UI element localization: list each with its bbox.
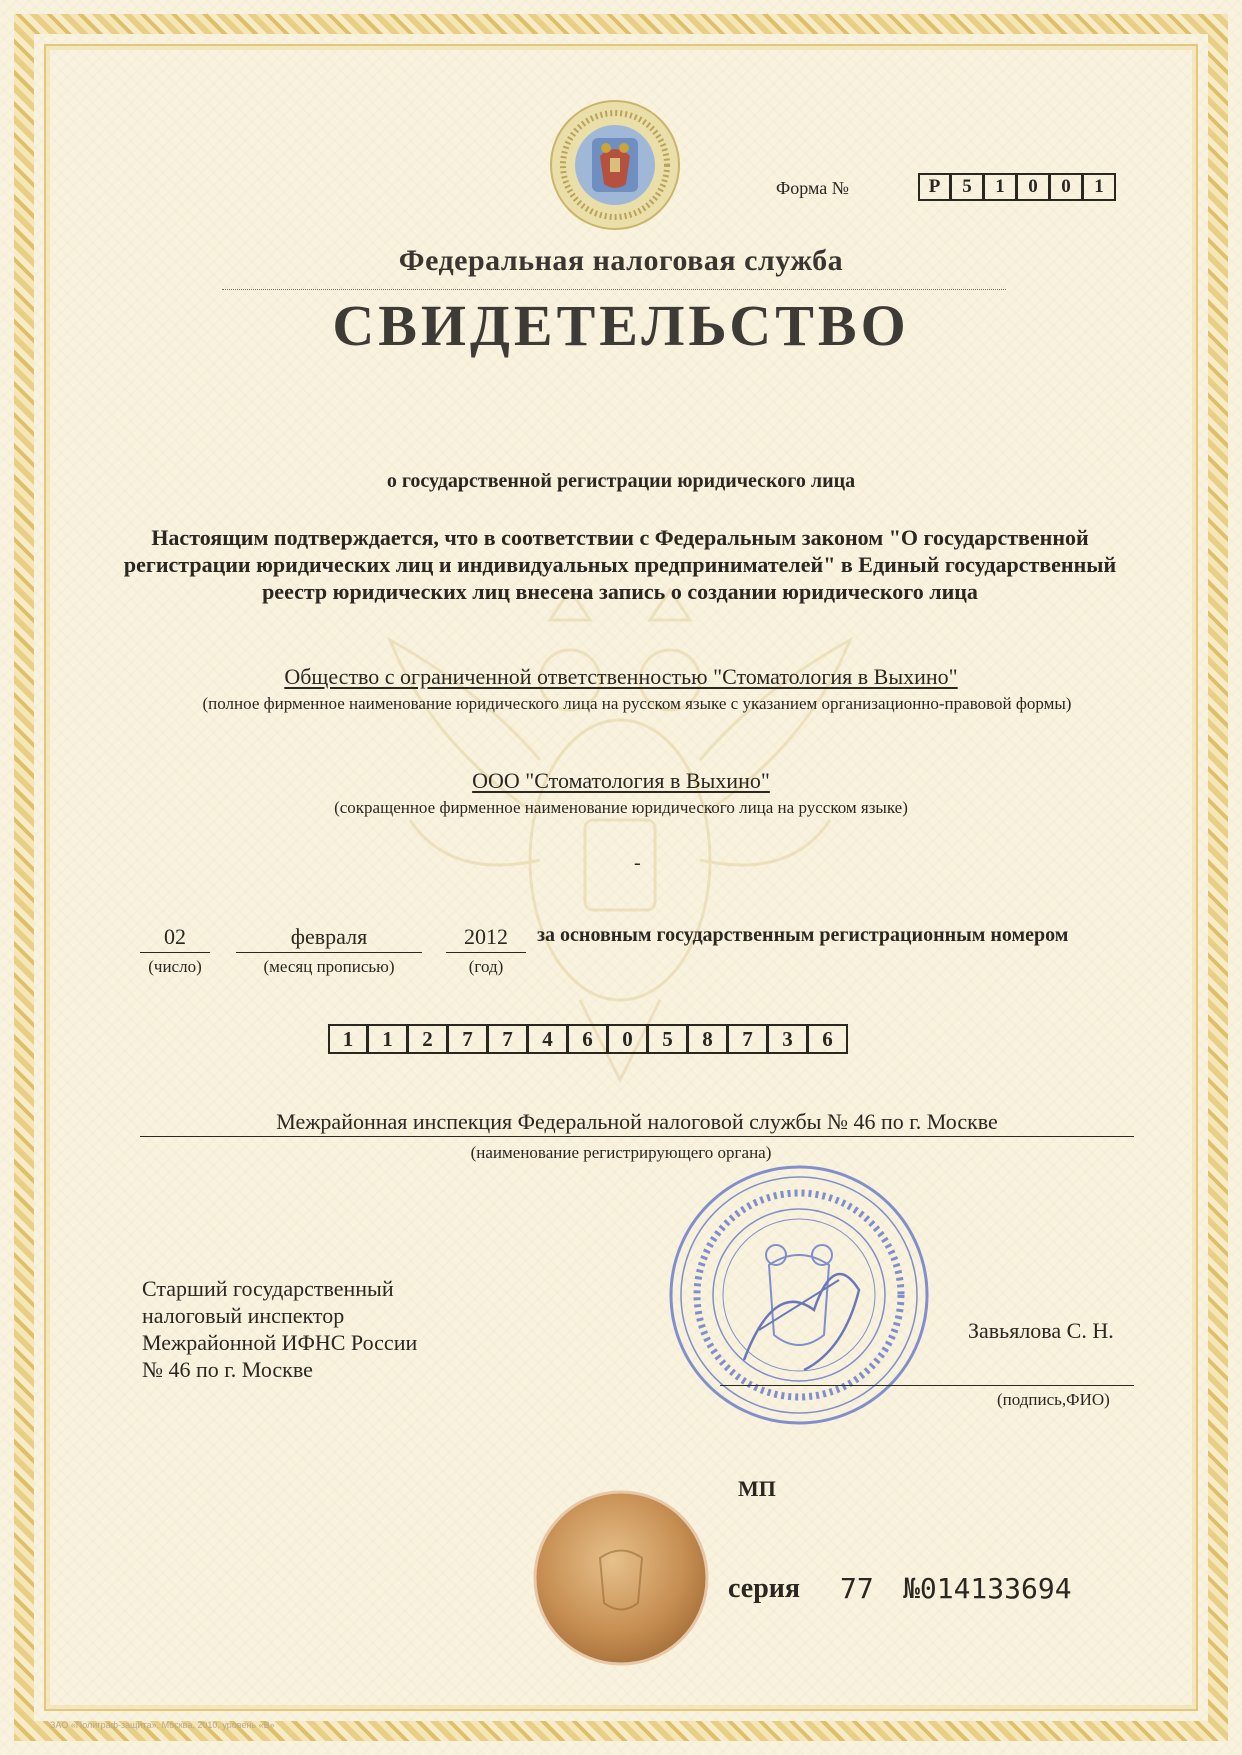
short-name-caption: (сокращенное фирменное наименование юридического лица на русском языке) (334, 798, 908, 817)
ogrn-boxes (328, 1024, 848, 1054)
document-title: СВИДЕТЕЛЬСТВО (332, 293, 910, 358)
empty-field-dash: - (634, 852, 641, 874)
hologram-emblem-icon (548, 98, 682, 232)
signer-line: № 46 по г. Москве (142, 1357, 313, 1382)
registration-number-label: за основным государственным регистрационным номером (537, 924, 1069, 946)
ogrn-digit: 7 (448, 1024, 488, 1054)
day-value: 02 (140, 924, 210, 953)
registering-authority: Межрайонная инспекция Федеральной налоговой службы № 46 по г. Москве (140, 1109, 1134, 1137)
signer-position (142, 1275, 417, 1383)
ogrn-digit: 5 (648, 1024, 688, 1054)
short-name-block (0, 768, 1242, 794)
form-code-digit: 1 (1083, 173, 1116, 201)
form-label: Форма № (776, 178, 849, 198)
ogrn-digit: 4 (528, 1024, 568, 1054)
certificate-number: №014133694 (903, 1572, 1072, 1605)
confirmation-paragraph: Настоящим подтверждается, что в соответствии с Федеральным законом "О государственной регистрации юридических лиц и индивидуальных предпринимателей" в Единый государственный реестр юридических лиц внесена запись о создании юридического лица (123, 525, 1117, 604)
series-value: 77 (840, 1572, 874, 1605)
official-stamp-icon (664, 1160, 934, 1430)
ogrn-digit: 1 (368, 1024, 408, 1054)
ogrn-digit: 7 (728, 1024, 768, 1054)
year-value: 2012 (446, 924, 526, 953)
signer-line: налоговый инспектор (142, 1303, 345, 1328)
ogrn-digit: 7 (488, 1024, 528, 1054)
signature-line (720, 1385, 1134, 1386)
ogrn-digit: 2 (408, 1024, 448, 1054)
ogrn-digit: 0 (608, 1024, 648, 1054)
ogrn-digit: 6 (568, 1024, 608, 1054)
day-caption: (число) (148, 957, 202, 976)
form-code-digit: Р (918, 173, 951, 201)
form-code-digit: 0 (1017, 173, 1050, 201)
hologram-seal-icon (530, 1488, 712, 1668)
ogrn-digit: 8 (688, 1024, 728, 1054)
seal-place-label: МП (738, 1476, 776, 1501)
date-year (446, 924, 526, 977)
document-subtitle: о государственной регистрации юридического лица (386, 470, 856, 492)
year-caption: (год) (468, 957, 504, 976)
ogrn-digit: 3 (768, 1024, 808, 1054)
ogrn-digit: 6 (808, 1024, 848, 1054)
signer-line: Межрайонной ИФНС России (142, 1330, 418, 1355)
divider (222, 289, 1006, 290)
month-value: февраля (236, 924, 422, 953)
date-day (140, 924, 210, 977)
full-company-name: Общество с ограниченной ответственностью "Стоматология в Выхино" (284, 664, 958, 689)
service-name: Федеральная налоговая служба (398, 244, 844, 277)
ogrn-digit: 1 (328, 1024, 368, 1054)
signer-name: Завьялова С. Н. (968, 1318, 1114, 1343)
signature-caption: (подпись,ФИО) (997, 1390, 1110, 1409)
series-label: серия (728, 1573, 801, 1604)
signer-line: Старший государственный (142, 1276, 394, 1301)
month-caption: (месяц прописью) (263, 957, 395, 976)
form-code-digit: 0 (1050, 173, 1083, 201)
printer-imprint: ЗАО «Полиграф-защита», Москва, 2010, уровень «В» (50, 1720, 275, 1730)
form-code-digit: 1 (984, 173, 1017, 201)
form-code-boxes (918, 173, 1116, 201)
full-name-block (0, 664, 1242, 690)
date-month (236, 924, 422, 977)
short-company-name: ООО "Стоматология в Выхино" (472, 768, 770, 793)
full-name-caption: (полное фирменное наименование юридического лица на русском языке с указанием организационно-правовой формы) (202, 694, 1072, 713)
form-code-digit: 5 (951, 173, 984, 201)
authority-caption: (наименование регистрирующего органа) (470, 1143, 772, 1162)
